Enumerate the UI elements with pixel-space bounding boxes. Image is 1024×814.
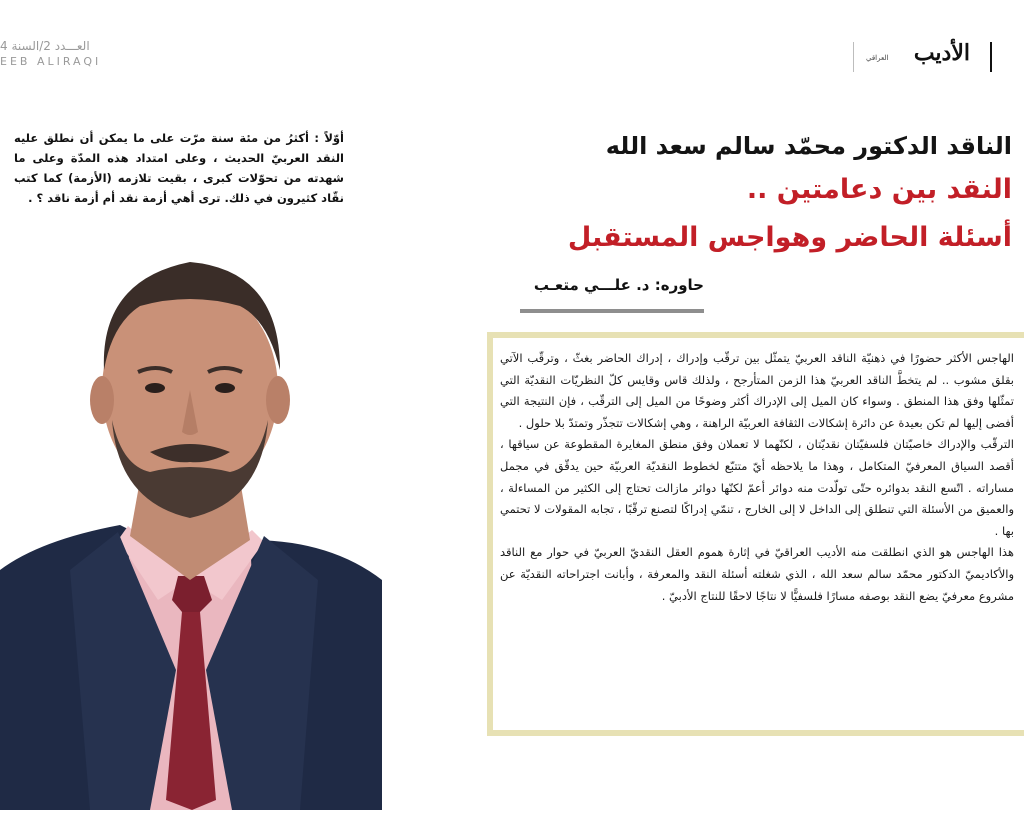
intro-paragraph: هذا الهاجس هو الذي انطلقت منه الأديب العراقيّ في إثارة هموم العقل النقديّ العربيّ في حوار مع الناقد والأكاديميّ الدكتور محمّد سالم سعد الله ، الذي شغلته أسئلة النقد والمعرفة ، وأبانت اجتراحاته النقديّة عن مشروع معرفيّ يضع النقد بوصفه مسارًا فلسفيًّا لا نتاجًا لاحقًا للنتاج الأدبيّ . [500, 545, 1014, 603]
intro-paragraph: الهاجس الأكثر حضورًا في ذهنيّة الناقد العربيّ يتمثّل بين ترقّب وإدراك ، إدراك الحاضر بغثّ ، وترقّب الآتي بقلق مشوب .. لم يتخطَّ الناقد العربيّ هذا الزمن المتأرجح ، ولذلك قاس وقايس كلّ النظريّات النقديّة التي تمثّلها وفق هذا المنطق . وسواء كان الميل إلى الإدراك أكثر وضوحًا من الميل إلى الترقّب ، فإن النتيجة التي أفضى إليها لم تكن بعيدة عن دائرة إشكالات الثقافة العربيّة الراهنة ، وهي إشكالات تتجذّر وتمتدّ بلا حلول . [500, 351, 1014, 430]
byline-underline [520, 309, 704, 313]
issue-number [0, 38, 110, 70]
header-divider [853, 42, 854, 72]
header-divider-right [990, 42, 992, 72]
intro-frame-bottom [487, 730, 1024, 736]
interviewee-name: الناقد الدكتور محمّد سالم سعد الله [605, 132, 1012, 160]
intro-paragraph: الترقّب والإدراك خاصيّتان فلسفيّتان نقديّتان ، لكنّهما لا تعملان وفق منطق المغايرة المقطوعة عن سياقها ، أقصد السياق المعرفيّ المتكامل ، وهذا ما يلاحظه أيّ متتبّع لخطوط النقديّة العربيّة حين يدقّق في مجمل مساراته . اتّسع النقد بدوائره حتّى تولّدت منه دوائر أعمّ لكنّها دوائر مازالت تحتاج إلى الكثير من المساءلة ، والعميق من الأسئلة التي تنطلق إلى الداخل لا إلى الخارج ، تنمّي إدراكًا لتصنع ترقّبًا ، تجابه المقولات لا تحتمي بها . [500, 437, 1014, 538]
magazine-logo [866, 40, 970, 72]
byline: حاوره: د. علـــي متعـب [533, 276, 704, 294]
logo-text: الأديب [913, 40, 970, 66]
article-title-line-2: أسئلة الحاضر وهواجس المستقبل [567, 222, 1012, 253]
portrait-photo [0, 240, 382, 810]
intro-text [500, 348, 1014, 607]
magazine-latin-name: EEB ALIRAQI [0, 55, 102, 68]
intro-frame-top [487, 332, 1024, 338]
interview-question: أوّلاً : أكثرُ من مئة سنة مرّت على ما يمكن أن نطلق عليه النقد العربيّ الحديث ، وعلى امتداد هذه المدّة وعلى ما شهدته من تحوّلات كبرى ، بقيت تلازمه (الأزمة) كما كتب نقّاد كثيرون في ذلك. ترى أهي أزمة نقد أم أزمة ناقد ؟ . [14, 131, 344, 205]
intro-frame-left [487, 332, 493, 736]
issue-label: العـــدد 2/السنة 4 [0, 39, 90, 53]
article-title-line-1: النقد بين دعامتين .. [746, 174, 1012, 205]
logo-subtext: العراقي [866, 54, 889, 62]
